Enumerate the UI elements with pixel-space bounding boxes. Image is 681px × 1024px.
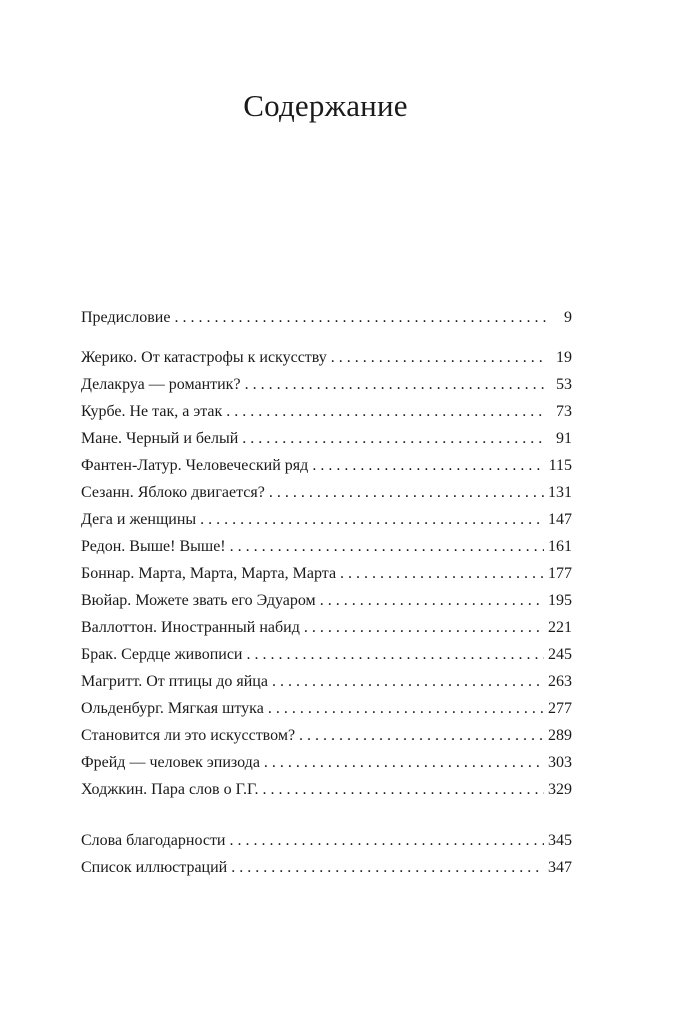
toc-entry-title: Курбе. Не так, а этак bbox=[81, 403, 223, 420]
page-title: Содержание bbox=[243, 88, 408, 123]
toc-entry-page: 245 bbox=[548, 646, 572, 663]
toc-preface bbox=[81, 304, 572, 331]
toc-leader-dots bbox=[246, 641, 544, 668]
toc-leader-dots bbox=[272, 668, 544, 695]
toc-leader-dots bbox=[264, 749, 544, 776]
toc-entry-title: Валлоттон. Иностранный набид bbox=[81, 619, 300, 636]
toc-entry-title: Предисловие bbox=[81, 309, 171, 326]
toc-entry bbox=[81, 749, 572, 776]
toc-leader-dots bbox=[262, 776, 544, 803]
toc-entry bbox=[81, 452, 572, 479]
toc-entry-page: 91 bbox=[556, 430, 572, 447]
toc-entry bbox=[81, 854, 572, 881]
toc-entry bbox=[81, 371, 572, 398]
toc-entry-page: 263 bbox=[548, 673, 572, 690]
toc-entry bbox=[81, 344, 572, 371]
toc-entry-page: 73 bbox=[556, 403, 572, 420]
toc-leader-dots bbox=[320, 587, 544, 614]
toc-entry-page: 147 bbox=[548, 511, 572, 528]
toc-leader-dots bbox=[331, 344, 546, 371]
toc-entry-page: 161 bbox=[548, 538, 572, 555]
toc-leader-dots bbox=[230, 827, 545, 854]
toc-entry bbox=[81, 479, 572, 506]
toc-entry-page: 289 bbox=[548, 727, 572, 744]
toc-entry-title: Дега и женщины bbox=[81, 511, 197, 528]
toc-entry-page: 303 bbox=[548, 754, 572, 771]
toc-entry bbox=[81, 668, 572, 695]
toc-entry bbox=[81, 722, 572, 749]
toc-leader-dots bbox=[312, 452, 544, 479]
toc-entry-title: Вюйар. Можете звать его Эдуаром bbox=[81, 592, 316, 609]
toc-entry-title: Слова благодарности bbox=[81, 832, 226, 849]
toc-entry bbox=[81, 827, 572, 854]
toc-entry bbox=[81, 776, 572, 803]
toc-entry bbox=[81, 614, 572, 641]
toc-entry-title: Ольденбург. Мягкая штука bbox=[81, 700, 264, 717]
toc-leader-dots bbox=[269, 479, 544, 506]
toc-entry-page: 115 bbox=[548, 457, 572, 474]
toc-back-matter bbox=[81, 827, 572, 881]
toc-entry-title: Жерико. От катастрофы к искусству bbox=[81, 349, 327, 366]
toc-entry bbox=[81, 533, 572, 560]
toc-entry-page: 177 bbox=[548, 565, 572, 582]
toc-leader-dots bbox=[242, 425, 546, 452]
toc-entry-title: Боннар. Марта, Марта, Марта, Марта bbox=[81, 565, 337, 582]
toc-leader-dots bbox=[340, 560, 544, 587]
toc-leader-dots bbox=[174, 304, 546, 331]
toc-leader-dots bbox=[245, 371, 546, 398]
toc-entry-page: 19 bbox=[556, 349, 572, 366]
toc-entry-title: Сезанн. Яблоко двигается? bbox=[81, 484, 265, 501]
toc-entry bbox=[81, 560, 572, 587]
toc-entry-title: Брак. Сердце живописи bbox=[81, 646, 243, 663]
toc-entry-title: Делакруа — романтик? bbox=[81, 376, 241, 393]
toc-entry bbox=[81, 304, 572, 331]
toc-entry-title: Фрейд — человек эпизода bbox=[81, 754, 260, 771]
toc-leader-dots bbox=[226, 398, 546, 425]
toc-entry bbox=[81, 695, 572, 722]
toc-entry-page: 9 bbox=[564, 309, 572, 326]
toc-entry-page: 277 bbox=[548, 700, 572, 717]
toc-leader-dots bbox=[268, 695, 544, 722]
toc-entry bbox=[81, 425, 572, 452]
toc-entry-title: Список иллюстраций bbox=[81, 859, 228, 876]
toc-leader-dots bbox=[299, 722, 544, 749]
toc-entry-page: 195 bbox=[548, 592, 572, 609]
toc-leader-dots bbox=[231, 854, 544, 881]
toc-entry-page: 221 bbox=[548, 619, 572, 636]
toc-entry-title: Становится ли это искусством? bbox=[81, 727, 296, 744]
toc-entry-page: 345 bbox=[548, 832, 572, 849]
toc-entry bbox=[81, 398, 572, 425]
toc-leader-dots bbox=[230, 533, 544, 560]
toc-entry bbox=[81, 641, 572, 668]
toc-entry-title: Магритт. От птицы до яйца bbox=[81, 673, 268, 690]
toc-entry-title: Редон. Выше! Выше! bbox=[81, 538, 226, 555]
toc-leader-dots bbox=[200, 506, 544, 533]
toc-entry-title: Фантен-Латур. Человеческий ряд bbox=[81, 457, 309, 474]
toc-entry-title: Мане. Черный и белый bbox=[81, 430, 239, 447]
toc-entry-page: 347 bbox=[548, 859, 572, 876]
toc-entry bbox=[81, 506, 572, 533]
toc-entry bbox=[81, 587, 572, 614]
toc-entry-page: 131 bbox=[548, 484, 572, 501]
toc-entry-page: 53 bbox=[556, 376, 572, 393]
toc-entry-page: 329 bbox=[548, 781, 572, 798]
toc-chapters bbox=[81, 344, 572, 803]
toc-leader-dots bbox=[304, 614, 544, 641]
toc-entry-title: Ходжкин. Пара слов о Г.Г. bbox=[81, 781, 259, 798]
